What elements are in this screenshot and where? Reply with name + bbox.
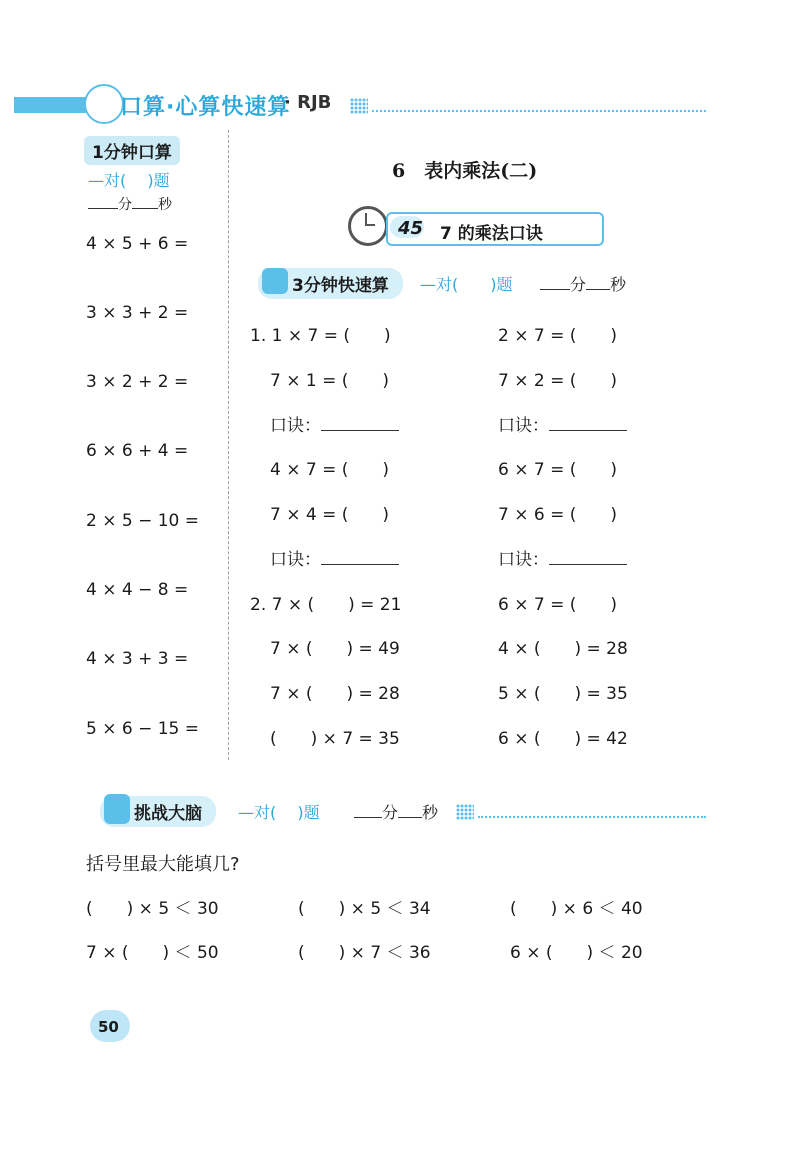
mnemonic-label: 口诀： — [270, 545, 399, 570]
exercise-item: 7 × 1 = ( ) — [270, 371, 389, 391]
inequality-item: ( ) × 7 ＜ 36 — [298, 943, 431, 963]
dots-icon — [456, 804, 474, 820]
brand-title: 口算·心算快速算 — [120, 95, 291, 120]
exercise-item: 4 × ( ) = 28 — [498, 639, 628, 659]
exercise-item: 1. 1 × 7 = ( ) — [250, 326, 391, 346]
exercise-item: 5 × ( ) = 35 — [498, 684, 628, 704]
left-problem: 4 × 5 + 6 = — [86, 234, 189, 254]
right-time: 分 秒 — [540, 272, 626, 295]
exercise-item: 6 × 7 = ( ) — [498, 460, 617, 480]
exercise-item: 7 × 6 = ( ) — [498, 505, 617, 525]
exercise-item: 6 × 7 = ( ) — [498, 595, 617, 615]
mnemonic-label: 口诀： — [498, 545, 627, 570]
left-score: —对( )题 — [88, 171, 170, 190]
clock-hand-icon — [365, 224, 375, 226]
challenge-dotted-line — [478, 816, 706, 818]
exercise-item: 2 × 7 = ( ) — [498, 326, 617, 346]
header-dotted-line — [372, 110, 706, 112]
exercise-item: ( ) × 7 = 35 — [270, 729, 400, 749]
inequality-item: 6 × ( ) ＜ 20 — [510, 943, 643, 963]
left-problem: 3 × 3 + 2 = — [86, 303, 189, 323]
challenge-score: —对( )题 — [238, 803, 320, 822]
left-time: 分 秒 — [88, 194, 172, 214]
left-problem: 3 × 2 + 2 = — [86, 372, 189, 392]
exercise-item: 7 × ( ) = 28 — [270, 684, 400, 704]
left-problem: 4 × 3 + 3 = — [86, 649, 189, 669]
inequality-item: ( ) × 5 ＜ 30 — [86, 899, 219, 919]
left-problem: 5 × 6 − 15 = — [86, 719, 200, 739]
exercise-item: 7 × ( ) = 49 — [270, 639, 400, 659]
inequality-item: 7 × ( ) ＜ 50 — [86, 943, 219, 963]
mnemonic-label: 口诀： — [498, 411, 627, 436]
edition-label: · RJB — [284, 92, 332, 113]
chapter-title: 6 表内乘法(二) — [392, 160, 538, 182]
exercise-item: 6 × ( ) = 42 — [498, 729, 628, 749]
challenge-title: 挑战大脑 — [100, 796, 216, 827]
column-divider — [228, 130, 229, 760]
exercise-item: 7 × 4 = ( ) — [270, 505, 389, 525]
mascot-logo-icon — [84, 84, 124, 124]
left-problem: 4 × 4 − 8 = — [86, 580, 189, 600]
left-problem: 6 × 6 + 4 = — [86, 441, 189, 461]
alarm-clock-icon — [348, 206, 388, 246]
exercise-item: 7 × 2 = ( ) — [498, 371, 617, 391]
inequality-item: ( ) × 6 ＜ 40 — [510, 899, 643, 919]
lesson-number: 45 — [398, 218, 424, 239]
challenge-question: 括号里最大能填几? — [86, 854, 240, 875]
right-score: —对( )题 — [420, 275, 513, 294]
exercise-item: 4 × 7 = ( ) — [270, 460, 389, 480]
left-problem: 2 × 5 − 10 = — [86, 511, 200, 531]
number-one-icon — [104, 794, 130, 824]
exercise-item: 2. 7 × ( ) = 21 — [250, 595, 402, 615]
shoe-icon — [262, 268, 288, 294]
dots-icon — [350, 98, 368, 114]
challenge-time: 分 秒 — [354, 800, 438, 823]
inequality-item: ( ) × 5 ＜ 34 — [298, 899, 431, 919]
mnemonic-label: 口诀： — [270, 411, 399, 436]
right-section-title: 3分钟快速算 — [258, 268, 403, 299]
lesson-title: 7 的乘法口诀 — [440, 224, 543, 244]
left-section-title: 1分钟口算 — [84, 136, 180, 165]
page-number: 50 — [98, 1018, 119, 1036]
